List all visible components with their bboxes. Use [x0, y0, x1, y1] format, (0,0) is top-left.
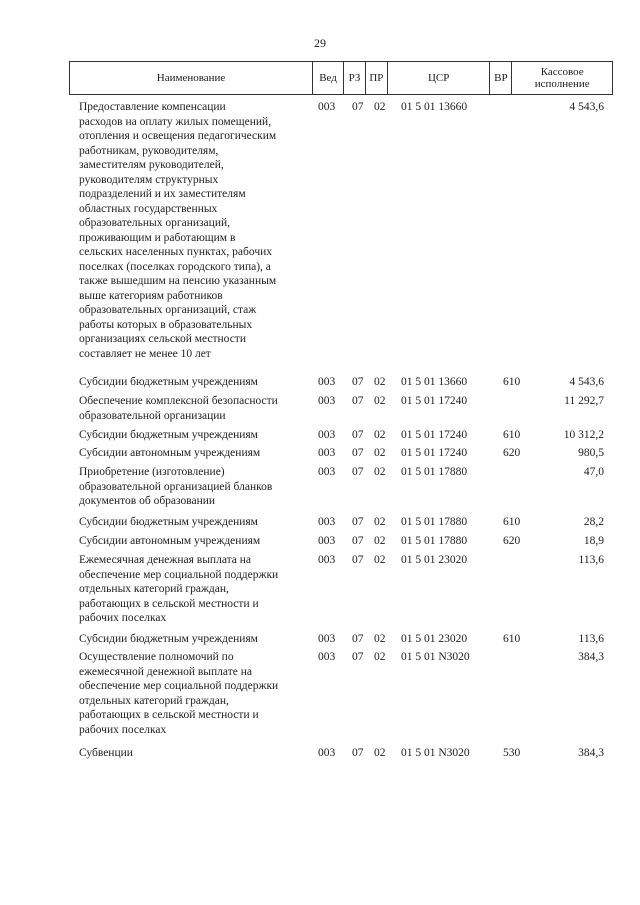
row-vr: 610	[503, 516, 521, 528]
row-sum: 113,6	[578, 554, 604, 566]
row-rz: 07	[352, 429, 364, 441]
page-number: 29	[314, 36, 326, 50]
row-name: Субсидии автономным учреждениям	[79, 535, 261, 547]
row-ved: 003	[318, 554, 336, 566]
table-header	[69, 61, 613, 95]
row-rz: 07	[352, 395, 364, 407]
row-name: Субвенции	[79, 747, 133, 759]
row-sum: 28,2	[583, 516, 604, 528]
row-csr: 01 5 01 17880	[401, 535, 468, 547]
row-ved: 003	[318, 395, 336, 407]
row-csr: 01 5 01 N3020	[401, 651, 470, 663]
row-rz: 07	[352, 535, 364, 547]
row-name: Осуществление полномочий по ежемесячной денежной выплате на обеспечение мер социальной поддержки отдельных категорий граждан, работающих в сельской местности и рабочих поселках	[79, 651, 279, 736]
row-name: Субсидии автономным учреждениям	[79, 447, 261, 459]
row-sum: 10 312,2	[563, 429, 604, 441]
header-csr: ЦСР	[388, 62, 491, 94]
row-pr: 02	[374, 101, 386, 113]
row-pr: 02	[374, 651, 386, 663]
row-csr: 01 5 01 17880	[401, 466, 468, 478]
row-csr: 01 5 01 17240	[401, 429, 468, 441]
row-pr: 02	[374, 447, 386, 459]
row-vr: 620	[503, 535, 521, 547]
row-rz: 07	[352, 651, 364, 663]
row-pr: 02	[374, 747, 386, 759]
row-name: Ежемесячная денежная выплата на обеспечение мер социальной поддержки отдельных категорий граждан, работающих в сельской местности и рабочих поселках	[79, 554, 279, 624]
row-ved: 003	[318, 376, 336, 388]
row-pr: 02	[374, 466, 386, 478]
row-csr: 01 5 01 23020	[401, 633, 468, 645]
row-pr: 02	[374, 395, 386, 407]
row-name: Субсидии бюджетным учреждениям	[79, 516, 258, 528]
row-name: Приобретение (изготовление) образовательной организацией бланков документов об образовании	[79, 466, 273, 507]
row-rz: 07	[352, 516, 364, 528]
row-name: Субсидии бюджетным учреждениям	[79, 633, 258, 645]
row-pr: 02	[374, 429, 386, 441]
row-sum: 4 543,6	[569, 376, 604, 388]
row-sum: 113,6	[578, 633, 604, 645]
header-rz: РЗ	[344, 62, 366, 94]
row-csr: 01 5 01 13660	[401, 101, 468, 113]
header-kassovoe: Кассовое исполнение	[534, 66, 590, 90]
row-ved: 003	[318, 466, 336, 478]
row-csr: 01 5 01 N3020	[401, 747, 470, 759]
row-ved: 003	[318, 516, 336, 528]
row-ved: 003	[318, 633, 336, 645]
row-csr: 01 5 01 17240	[401, 447, 468, 459]
row-csr: 01 5 01 13660	[401, 376, 468, 388]
row-rz: 07	[352, 101, 364, 113]
row-ved: 003	[318, 651, 336, 663]
row-vr: 620	[503, 447, 521, 459]
row-csr: 01 5 01 17880	[401, 516, 468, 528]
row-ved: 003	[318, 747, 336, 759]
header-vr: ВР	[490, 62, 512, 94]
header-name: Наименование	[70, 62, 313, 94]
row-rz: 07	[352, 376, 364, 388]
row-vr: 530	[503, 747, 521, 759]
row-csr: 01 5 01 23020	[401, 554, 468, 566]
row-name: Обеспечение комплексной безопасности образовательной организации	[79, 395, 278, 422]
row-ved: 003	[318, 429, 336, 441]
row-vr: 610	[503, 376, 521, 388]
row-ved: 003	[318, 101, 336, 113]
row-ved: 003	[318, 447, 336, 459]
row-rz: 07	[352, 466, 364, 478]
row-sum: 980,5	[578, 447, 604, 459]
row-name: Субсидии бюджетным учреждениям	[79, 376, 258, 388]
row-ved: 003	[318, 535, 336, 547]
row-rz: 07	[352, 447, 364, 459]
row-sum: 384,3	[578, 747, 604, 759]
row-pr: 02	[374, 535, 386, 547]
row-rz: 07	[352, 633, 364, 645]
row-csr: 01 5 01 17240	[401, 395, 468, 407]
header-pr: ПР	[366, 62, 388, 94]
row-name: Предоставление компенсации расходов на оплату жилых помещений, отопления и освещения педагогическим работникам, руководителям, заместителям руководителей, руководителям структурных подразделений и их заместителям областных государственных образовательных организаций, проживающим и работающим в сельских населенных пунктах, рабочих поселках (поселках городского типа), а также вышедшим на пенсию указанным выше категориям работников образовательных организаций, стаж работы которых в образовательных организациях сельской местности составляет не менее 10 лет	[79, 101, 277, 360]
header-ved: Вед	[313, 62, 344, 94]
row-pr: 02	[374, 633, 386, 645]
row-sum: 4 543,6	[569, 101, 604, 113]
row-sum: 18,9	[583, 535, 604, 547]
row-vr: 610	[503, 633, 521, 645]
row-vr: 610	[503, 429, 521, 441]
row-pr: 02	[374, 516, 386, 528]
row-rz: 07	[352, 554, 364, 566]
row-pr: 02	[374, 376, 386, 388]
row-name: Субсидии бюджетным учреждениям	[79, 429, 258, 441]
row-pr: 02	[374, 554, 386, 566]
row-rz: 07	[352, 747, 364, 759]
row-sum: 11 292,7	[564, 395, 604, 407]
row-sum: 384,3	[578, 651, 604, 663]
row-sum: 47,0	[583, 466, 604, 478]
